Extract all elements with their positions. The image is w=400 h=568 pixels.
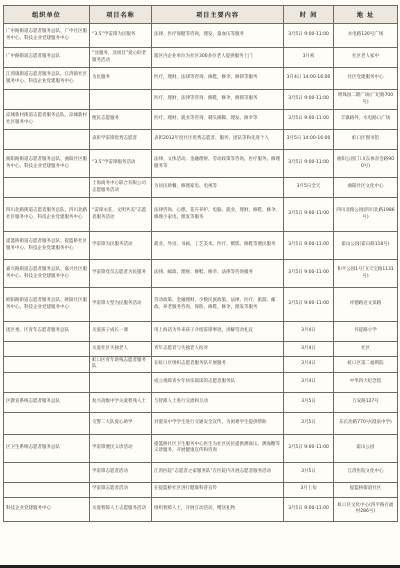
- project-content-cell: 法律、邮政、理财、修鞋、修伞、法律等咨询服务: [152, 260, 284, 288]
- address-cell: 社区党建服务中心: [334, 68, 398, 90]
- time-cell: 3月5日 9:00-11:00: [284, 90, 334, 110]
- table-row: [4, 130, 398, 150]
- time-cell: 3月5日: [284, 412, 334, 434]
- project-name-cell: 关爱孩子成长一课: [90, 322, 152, 342]
- table-header-row: [4, 6, 398, 24]
- time-cell: 3月4日: [284, 322, 334, 342]
- organizer-cell: 广中路街道志愿者服务总队、广中社区服务中心、科技企业党建服务中心: [4, 24, 90, 48]
- organizer-cell: 欧阳路街道志愿者服务总队、欧阳社区服务中心、科技企业党建服务中心: [4, 288, 90, 322]
- table-row: [4, 260, 398, 288]
- project-name-cell: 学雷锋志愿者活动: [90, 462, 152, 482]
- time-cell: 3月5日 9:00-11:00: [284, 198, 334, 232]
- organizer-cell: 提篮桥街道志愿者服务总队、提篮桥社区服务中心、科技企业党建服务中心: [4, 232, 90, 260]
- project-content-cell: 法律咨询、心理、花卉养护、电脑、就业，理财、修鞋、修伞、修理小家电、理发等服务: [152, 198, 284, 232]
- organizer-cell: 科技企业党建服务中心: [4, 497, 90, 521]
- organizer-cell: 嘉兴路街道志愿者服务总队、嘉兴社区服务中心、科技企业党建服务中心: [4, 260, 90, 288]
- address-cell: 提篮桥街道社区: [334, 482, 398, 497]
- address-cell: 虹口区图书馆: [334, 130, 398, 150]
- organizer-cell: 广中路街道志愿者服务总队: [4, 48, 90, 68]
- table-row: [4, 392, 398, 412]
- table-row: [4, 232, 398, 260]
- project-content-cell: 江湾医院“志愿者之家服务队”在医院内开展志愿者服务活动: [152, 462, 284, 482]
- address-cell: 中华四大纪念馆: [334, 372, 398, 392]
- project-name-cell: 关爱社区失独老人: [90, 342, 152, 357]
- project-content-cell: 对澄泉中学学生进行交通安全宣传，为困难学生提供帮助: [152, 412, 284, 434]
- project-name-cell: [90, 90, 152, 110]
- project-name-cell: 便民志愿服务: [90, 110, 152, 130]
- project-content-cell: 与智障人士进行交流和互动: [152, 392, 284, 412]
- project-name-cell: 表彰学雷锋优秀志愿者: [90, 130, 152, 150]
- time-cell: 3月4日: [284, 372, 334, 392]
- project-content-cell: 辖区内企业单位为社区300多位老人提供服务上门: [152, 48, 284, 68]
- organizer-cell: 团区委、区青年志愿者服务总队: [4, 322, 90, 342]
- table-row: [4, 462, 398, 482]
- organizer-cell: [4, 482, 90, 497]
- organizer-cell: 曲阳路街道志愿者服务总队、曲阳社区服务中心、科技企业党建服务中心: [4, 150, 90, 178]
- address-cell: 祥德路近文莱路: [334, 288, 398, 322]
- project-name-cell: “3.5”学雷锋服务活动: [90, 150, 152, 178]
- address-cell: 和平公园1号门(天宝路1131号): [334, 260, 398, 288]
- organizer-cell: 凉城新村街道志愿者服务总队、凉城新村社区服务中心: [4, 110, 90, 130]
- table-row: [4, 24, 398, 48]
- time-cell: 3月5日 9:00-11:00: [284, 150, 334, 178]
- table-row: [4, 434, 398, 462]
- header-organizer: 组织单位: [4, 6, 90, 24]
- organizer-cell: [4, 130, 90, 150]
- project-name-cell: 学雷锋为民服务活动: [90, 232, 152, 260]
- project-name-cell: 关爱智障人士志愿服务活动: [90, 497, 152, 521]
- organizer-cell: [4, 412, 90, 434]
- project-content-cell: 组织智障人士，开展互动活动，赠送礼物: [152, 497, 284, 521]
- organizer-cell: [4, 357, 90, 373]
- project-content-cell: 劳动政策、金融理财、少数民族政策、法律、医疗、旅游、邮政、养老服务咨询，保险、修鞋、修伞、理发等服务: [152, 288, 284, 322]
- project-name-cell: 学雷锋便民义诊活动: [90, 434, 152, 462]
- table-row: [4, 90, 398, 110]
- table-row: [4, 198, 398, 232]
- header-address: 地 址: [334, 6, 398, 24]
- project-content-cell: 法律、文体活动、金融理财、劳动政策等咨询，医疗服务、修理服务等: [152, 150, 284, 178]
- project-name-cell: “送服务，送项目”爱心助老服务活动: [90, 48, 152, 68]
- table-row: [4, 48, 398, 68]
- project-name-cell: 上海商务中心联合有限公司志愿服务活动: [90, 178, 152, 198]
- table-row: [4, 497, 398, 521]
- time-cell: 3月5日: [284, 462, 334, 482]
- organizer-cell: [4, 342, 90, 357]
- address-cell: 曲阳公园门口(东体育会路900号): [334, 150, 398, 178]
- project-name-cell: 为民服务: [90, 68, 152, 90]
- project-content-cell: 医疗，理财，法律等咨询，修鞋，修伞，修锁等服务: [152, 90, 284, 110]
- project-name-cell: 交警二大队爱心助学: [90, 412, 152, 434]
- volunteer-service-table: [3, 5, 398, 522]
- time-cell: 3月5日: [284, 392, 334, 412]
- project-content-cell: 在虹口区组织志愿者服务队开展服务: [152, 357, 284, 373]
- time-cell: 3月5日 9:00-11:00: [284, 24, 334, 48]
- address-cell: 虹口区文化中心(四平路百福村286号): [334, 497, 398, 521]
- table-row: [4, 288, 398, 322]
- address-cell: 万安路127号: [334, 392, 398, 412]
- table-row: [4, 412, 398, 434]
- organizer-cell: [4, 178, 90, 198]
- time-cell: 3月5日 9:00-11:00: [284, 232, 334, 260]
- project-content-cell: 用上海话为外来孩子介绍雷锋事迹，讲解劳动礼仪: [152, 322, 284, 342]
- address-cell: 东长治路770号(澄泉中学): [334, 412, 398, 434]
- time-cell: 3月4日: [284, 342, 334, 357]
- time-cell: 3月5日 9:00-11:00: [284, 260, 334, 288]
- project-name-cell: “3.5”学雷锋为民服务: [90, 24, 152, 48]
- project-content-cell: 为居民助餐、修理家电、电视等: [152, 178, 284, 198]
- project-content-cell: 成立视障青少年快乐阅读的志愿者服务队: [152, 372, 284, 392]
- table-row: [4, 68, 398, 90]
- project-content-cell: 表彰2012年度社区优秀志愿者、服务、团队等和先进个人: [152, 130, 284, 150]
- table-row: [4, 482, 398, 497]
- project-content-cell: 青年志愿者与失独老人结对: [152, 342, 284, 357]
- table-row: [4, 110, 398, 130]
- project-name-cell: “雷锋永驻，文明共美”志愿者服务活动: [90, 198, 152, 232]
- project-content-cell: 法律、医疗保健等咨询，理发，量血压等服务: [152, 24, 284, 48]
- project-name-cell: [90, 372, 152, 392]
- address-cell: 霍山公园: [334, 434, 398, 462]
- address-cell: 水电路120号广场: [334, 24, 398, 48]
- table-row: [4, 342, 398, 357]
- time-cell: 3月初: [284, 48, 334, 68]
- project-name-cell: 学雷锋志愿者活动: [90, 482, 152, 497]
- address-cell: 四川北路公园(四川北路1986号): [334, 198, 398, 232]
- address-cell: 明珠园二期广场(广纪路700号): [334, 90, 398, 110]
- table-row: [4, 357, 398, 373]
- header-project-content: 项目主要内容: [152, 6, 284, 24]
- header-project-name: 项目名称: [90, 6, 152, 24]
- project-name-cell: 学雷锋党员志愿者为民服务: [90, 260, 152, 288]
- time-cell: 3月5日 14:00-16:00: [284, 130, 334, 150]
- time-cell: 3月4日: [284, 357, 334, 373]
- time-cell: 3月5日 9:00-11:00: [284, 497, 334, 521]
- project-content-cell: 提篮桥社区卫生服务中心医生为社区居民提供测血压、测血糖等义诊服务，开展健康宣传和咨询: [152, 434, 284, 462]
- time-cell: 3月5日 9:00-11:00: [284, 110, 334, 130]
- project-content-cell: 就业、外语、书画、工艺美术、医疗、摄影、修鞋等便民服务: [152, 232, 284, 260]
- header-time: 时 间: [284, 6, 334, 24]
- organizer-cell: [4, 462, 90, 482]
- address-cell: 江湾医院文化中心: [334, 462, 398, 482]
- organizer-cell: [4, 372, 90, 392]
- time-cell: 3月5日全天: [284, 178, 334, 198]
- project-content-cell: 医疗、理财、就业等咨询，剃头修脚、理发、修伞等: [152, 110, 284, 130]
- address-cell: 曲阳社区文化中心: [334, 178, 398, 198]
- project-name-cell: 虹口区青年助残志愿者服务队: [90, 357, 152, 373]
- project-content-cell: 医疗，理财，法律等咨询，修鞋，修伞，修锁等服务: [152, 68, 284, 90]
- project-name-cell: 学雷锋大型为民服务活动: [90, 288, 152, 322]
- address-cell: 社区: [334, 342, 398, 357]
- organizer-cell: 区卫生系统志愿者服务总队: [4, 434, 90, 462]
- organizer-cell: 四川北路街道志愿者服务总队、四川北路社区服务中心、科技企业党建服务中心: [4, 198, 90, 232]
- organizer-cell: 江湾镇街道志愿者服务总队、江湾镇社区服务中心、科技企业党建服务中心: [4, 68, 90, 90]
- address-cell: 丹徒路小学: [334, 322, 398, 342]
- table-row: [4, 150, 398, 178]
- address-cell: 霍山公园(霍山路118号): [334, 232, 398, 260]
- time-cell: 3月上旬: [284, 482, 334, 497]
- table-row: [4, 372, 398, 392]
- address-cell: 虹口区第二福利院: [334, 357, 398, 373]
- project-name-cell: 复兴高级中学关爱智残人士: [90, 392, 152, 412]
- table-row: [4, 322, 398, 342]
- time-cell: 3月5日 9:00-11:00: [284, 434, 334, 462]
- time-cell: 3月4日 14:00-16:00: [284, 68, 334, 90]
- address-cell: 丰镇路外，水电路口广场: [334, 110, 398, 130]
- organizer-cell: 区教育系统志愿者服务总队: [4, 392, 90, 412]
- project-content-cell: 在提篮桥社区进行健康科普宣传: [152, 482, 284, 497]
- time-cell: 3月5日 9:00-11:00: [284, 288, 334, 322]
- address-cell: 社区老人家中: [334, 48, 398, 68]
- table-row: [4, 178, 398, 198]
- organizer-cell: [4, 90, 90, 110]
